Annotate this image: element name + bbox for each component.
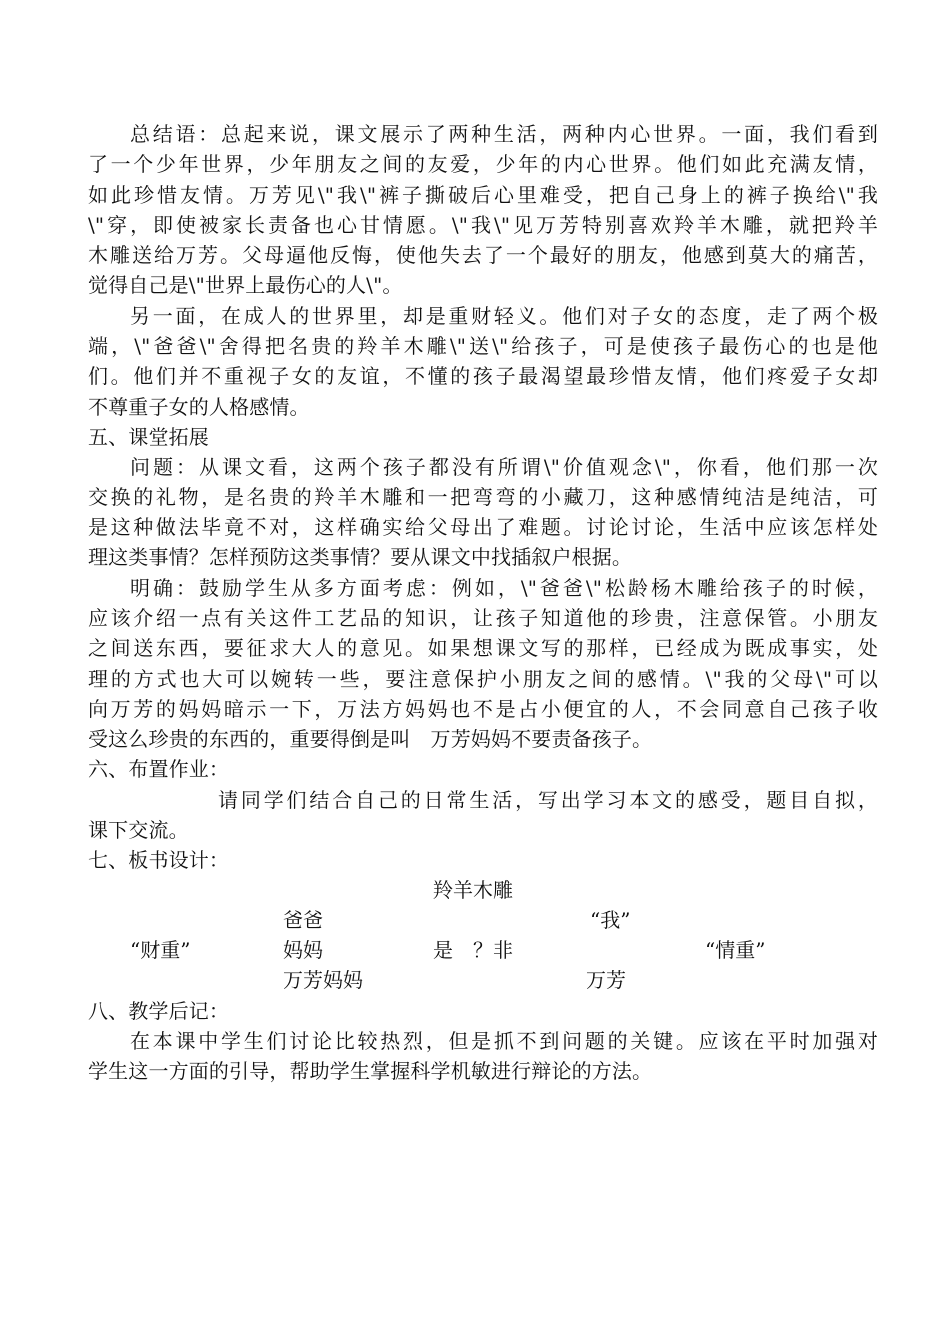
summary-line: 木雕送给万芳。父母逼他反悔，使他失去了一个最好的朋友，他感到莫大的痛苦， (88, 243, 878, 267)
section-heading: 五、课堂拓展 (88, 425, 209, 449)
section-heading: 六、布置作业： (88, 757, 230, 781)
homework-line: 请同学们结合自己的日常生活，写出学习本文的感受，题目自拟， (218, 788, 878, 812)
summary-line: 了一个少年世界，少年朋友之间的友爱，少年的内心世界。他们如此充满友情， (88, 152, 878, 176)
board-me: “我” (590, 908, 631, 932)
answer-line: 之间送东西，要征求大人的意见。如果想课文写的那样，已经成为既成事实，处 (88, 636, 878, 660)
summary-line: 觉得自己是\"世界上最伤心的人\"。 (88, 273, 403, 297)
summary-line: \"穿，即使被家长责备也心甘情愿。\"我\"见万芳特别喜欢羚羊木雕，就把羚羊 (88, 213, 878, 237)
summary-line: 总结语：总起来说，课文展示了两种生活，两种内心世界。一面，我们看到 (130, 122, 878, 146)
other-side-line: 另一面，在成人的世界里，却是重财轻义。他们对子女的态度，走了两个极 (130, 304, 878, 328)
answer-line: 受这么珍贵的东西的，重要得倒是叫 万芳妈妈不要责备孩子。 (88, 727, 653, 751)
other-side-line: 端，\"爸爸\"舍得把名贵的羚羊木雕\"送\"给孩子，可是使孩子最伤心的也是他 (88, 334, 878, 358)
board-right-label: “情重” (705, 938, 766, 962)
question-line: 问题：从课文看，这两个孩子都没有所谓\"价值观念\"，你看，他们那一次 (130, 455, 878, 479)
summary-line: 如此珍惜友情。万芳见\"我\"裤子撕破后心里难受，把自己身上的裤子换给\"我 (88, 183, 878, 207)
board-title: 羚羊木雕 (433, 878, 513, 902)
board-dad: 爸爸 (283, 908, 323, 932)
afterword-line: 在本课中学生们讨论比较热烈，但是抓不到问题的关键。应该在平时加强对 (130, 1029, 878, 1053)
afterword-line: 学生这一方面的引导，帮助学生掌握科学机敏进行辩论的方法。 (88, 1059, 653, 1083)
answer-line: 明确：鼓励学生从多方面考虑：例如，\"爸爸\"松龄杨木雕给孩子的时候， (130, 576, 878, 600)
other-side-line: 不尊重子女的人格感情。 (88, 395, 310, 419)
board-left-label: “财重” (130, 938, 191, 962)
section-heading: 八、教学后记： (88, 999, 230, 1023)
question-line: 交换的礼物，是名贵的羚羊木雕和一把弯弯的小藏刀，这种感情纯洁是纯洁，可 (88, 485, 878, 509)
board-middle: 是 ？非 (433, 938, 513, 962)
other-side-line: 们。他们并不重视子女的友谊，不懂的孩子最渴望最珍惜友情，他们疼爱子女却 (88, 364, 878, 388)
answer-line: 应该介绍一点有关这件工艺品的知识，让孩子知道他的珍贵，注意保管。小朋友 (88, 606, 878, 630)
question-line: 是这种做法毕竟不对，这样确实给父母出了难题。讨论讨论，生活中应该怎样处 (88, 515, 878, 539)
homework-line: 课下交流。 (88, 818, 189, 842)
answer-line: 向万芳的妈妈暗示一下，万法方妈妈也不是占小便宜的人，不会同意自己孩子收 (88, 697, 878, 721)
board-wanfang-mom: 万芳妈妈 (283, 968, 363, 992)
question-line: 理这类事情？怎样预防这类事情？要从课文中找插叙户根据。 (88, 545, 633, 569)
board-wanfang: 万芳 (586, 968, 626, 992)
section-heading: 七、板书设计： (88, 848, 230, 872)
answer-line: 理的方式也大可以婉转一些，要注意保护小朋友之间的感情。\"我的父母\"可以 (88, 667, 878, 691)
board-mom: 妈妈 (283, 938, 323, 962)
